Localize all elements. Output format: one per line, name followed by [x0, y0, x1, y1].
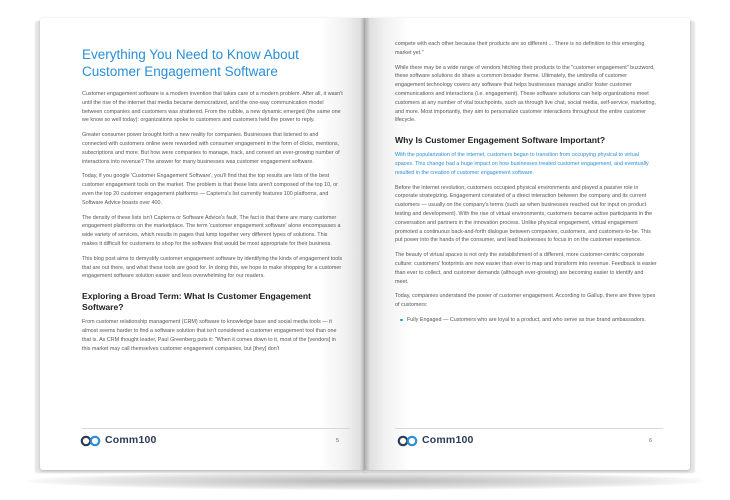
logo-text: Comm100 — [105, 434, 157, 446]
paragraph: While there may be a wide range of vendors hitching their products to the "customer engagement" buzzword, these software solutions do share a common broader theme. Ultimately, the umbrella of customer engagement technology covers any software that helps businesses manage and/or foster customer communications and interactions (i.e. engagement). These software solutions can help organizations meet customers at any number of vital touchpoints, such as through live chat, social media, self-service, marketing, and more. Most importantly, they aim to personalize customer interactions throughout the entire customer lifecycle. — [395, 64, 656, 124]
logo-rings-icon — [397, 434, 419, 446]
paragraph: Greater consumer power brought forth a new reality for companies. Businesses that listened to and connected with customers online were rewarded with consumer engagement in the form of clicks, mentions, subscriptions and more. But how were companies to manage, track, and convert an ever-growing number of interactions into revenue? The answer for many businesses was customer engagement software. — [82, 132, 340, 165]
page-number: 5 — [336, 438, 340, 444]
right-page-content — [395, 40, 657, 325]
section-heading: Exploring a Broad Term: What Is Customer Engagement Software? — [82, 291, 312, 313]
customer-types-list — [395, 316, 657, 325]
paragraph: From customer relationship management (CRM) software to knowledge base and social media tools — it almost seems harder to find a software solution that isn't considered a customer engagement tool than one that is. As CRM thought leader, Paul Greenberg puts it: "When it comes down to it, most of the [vendors] in this market may call themselves customer engagement companies, but [they] don't — [82, 319, 337, 352]
logo-rings-icon — [80, 434, 102, 446]
spine-gutter — [360, 18, 370, 470]
paragraph: This blog post aims to demystify customer engagement software by identifying the kinds of engagement tools that are out there, and what these tools are good for. In doing this, we hope to make shopping for a customer engagement software solution easier and less overwhelming for our readers. — [82, 255, 343, 280]
comm100-logo — [80, 434, 157, 446]
section-heading: Why Is Customer Engagement Software Important? — [395, 135, 606, 146]
paragraph: Today, if you google 'Customer Engagement Software', you'll find that the top results are lists of the best customer engagement tools on the market. The problem is that these lists aren't composed of the top 10, or even the top 20 customer engagement platforms — Capterra's list currently features 100 platforms, and Software Advice boasts over 400. — [82, 173, 338, 206]
page-number: 6 — [649, 438, 653, 444]
logo-text: Comm100 — [422, 434, 474, 446]
left-page — [40, 18, 365, 470]
paragraph: Today, companies understand the power of customer engagement. According to Gallup, there are three types of customers: — [395, 293, 656, 309]
paragraph: Before the internet revolution, customers occupied physical environments and played a passive role in corporate strategizing. Engagement consisted of a direct interaction between the company and its current customers — usually on the company's terms (such as when businesses reached out for input on product testing and development). With the rise of virtual environments, customers became active participants in the conversation and partners in the innovation process. Unlike physical engagement, virtual engagement promoted a continuous back-and-forth dialogue between companies, customers, and customers-to-be. This put power into the hands of the consumer, and lead businesses to focus in on the customer experience. — [395, 184, 653, 244]
paragraph: With the popularization of the internet, customers began to transition from occupying physical to virtual spaces. This change had a huge impact on how businesses treated customer engagement, and eventually resulted in the creation of customer engagement software. — [395, 152, 649, 176]
paragraph: Customer engagement software is a modern invention that takes care of a modern problem. After all, it wasn't until the rise of the internet that media became democratized, and the one-way communication model between companies and customers was shattered. From the rubble, a new dynamic emerged (the same one we know so well today): organizations spoke to customers and customers held the power to reply. — [82, 91, 343, 124]
footer-divider — [395, 428, 663, 429]
booklet-shadow — [28, 472, 704, 490]
left-page-content — [82, 46, 344, 359]
paragraph: The beauty of virtual spaces is not only the establishment of a different, more customer-centric corporate culture: customers' footprints are now easier than ever to map and transform into revenue. Feedback is easier than ever to collect, and customer demands (although ever-growing) are becoming easier to identify and meet. — [395, 252, 657, 285]
paragraph: The density of these lists isn't Capterra or Software Advice's fault. The fact is that there are many customer engagement platforms on the marketplace. The term 'customer engagement software' alone encompasses a wide variety of services, which results in pages that lump together very different types of solutions. This makes it difficult for customers to shop for the software that would be most appropriate for their business. — [82, 214, 341, 247]
list-item: Fully Engaged — Customers who are loyal to a product, and who serve as true brand ambassadors. — [407, 316, 657, 325]
paragraph: compete with each other because their products are so different ... There is no definition to this emerging market yet." — [395, 41, 645, 56]
right-page — [365, 18, 690, 470]
comm100-logo — [397, 434, 474, 446]
page-title: Everything You Need to Know About Customer Engagement Software — [82, 47, 299, 79]
footer-divider — [82, 428, 350, 429]
